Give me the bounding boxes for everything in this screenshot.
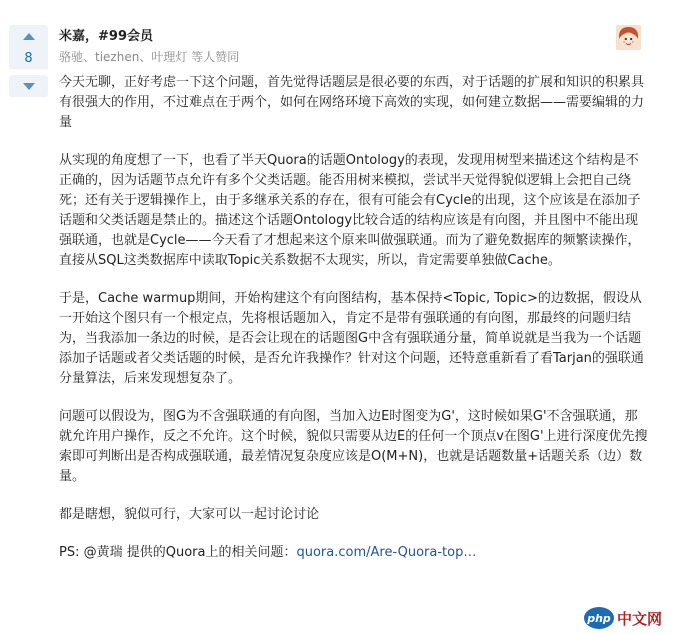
ps-prefix: PS: @黄瑞 提供的Quora上的相关问题： <box>59 545 297 560</box>
answer-paragraph: 今天无聊，正好考虑一下这个问题，首先觉得话题层是很必要的东西，对于话题的扩展和知识的积累具有很强大的作用，不过难点在于两个，如何在网络环境下高效的实现，如何建立数据——需要编辑的力量 <box>59 75 645 130</box>
answer-paragraph: 问题可以假设为，图G为不含强联通的有向图，当加入边E时图变为G'，这时候如果G'不含强联通，那就允许用户操作，反之不允许。这个时候，貌似只需要从边E的任何一个顶点v在图G'上进行深度优先搜索即可判断出是否构成强联通，最差情况复杂度应该是O(M+N)，也就是话题数量+话题关系（边）数量。 <box>59 409 648 484</box>
author-separator: ， <box>85 29 99 44</box>
answer-content <box>59 73 649 581</box>
downvote-button[interactable] <box>9 75 48 97</box>
upvote-arrow-icon <box>23 33 35 40</box>
author-line <box>59 25 153 44</box>
ps-line <box>59 543 649 563</box>
member-badge[interactable]: #99会员 <box>98 29 154 44</box>
avatar[interactable] <box>616 25 641 50</box>
downvote-arrow-icon <box>23 83 35 90</box>
avatar-image-icon <box>616 25 641 50</box>
upvote-button[interactable] <box>9 25 48 47</box>
voters-list[interactable]: 骆驰、tiezhen、叶理灯 等人赞同 <box>59 50 240 64</box>
site-watermark <box>584 606 662 630</box>
answer-paragraph: 都是瞎想，貌似可行，大家可以一起讨论讨论 <box>59 507 320 522</box>
vote-widget <box>9 25 48 97</box>
answer-paragraph: 于是，Cache warmup期间，开始构建这个有向图结构，基本保持<Topic, Topic>的边数据，假设从一开始这个图只有一个根定点，先将根话题加入，肯定不是带有强联通的有向图，那最终的问题归结为，当我添加一条边的时候，是否会让现在的话题图G中含有强联通分量，简单说就是当我为一个话题添加子话题或者父类话题的时候，是否允许我操作？针对这个问题，还特意重新看了看Tarjan的强联通分量算法，后来发现想复杂了。 <box>59 291 644 386</box>
vote-count: 8 <box>9 47 48 69</box>
watermark-text: 中文网 <box>617 609 663 628</box>
quora-link[interactable]: quora.com/Are-Quora-top… <box>296 545 477 560</box>
author-name[interactable]: 米嘉 <box>59 29 86 44</box>
answer-paragraph: 从实现的角度想了一下，也看了半天Quora的话题Ontology的表现，发现用树型来描述这个结构是不正确的，因为话题节点允许有多个父类话题。能否用树来模拟，尝试半天觉得貌似逻辑上会把自己绕死；还有关于逻辑操作上，由于多继承关系的存在，很有可能会有Cycle的出现，这个应该是在添加子话题和父类话题是禁止的。描述这个话题Ontology比较合适的结构应该是有向图，并且图中不能出现强联通，也就是Cycle——今天看了才想起来这个原来叫做强联通。而为了避免数据库的频繁读操作，直接从SQL这类数据库中读取Topic关系数据不太现实，所以，肯定需要单独做Cache。 <box>59 153 641 268</box>
php-logo-icon: php <box>584 607 614 629</box>
